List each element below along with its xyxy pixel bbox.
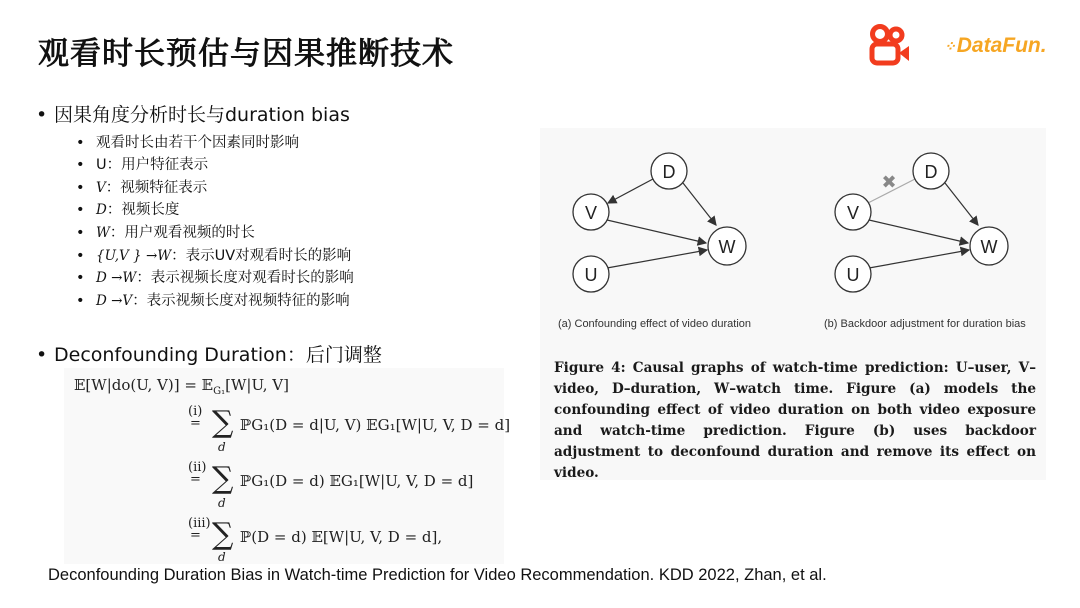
node-v-label: V [584, 203, 598, 223]
equation-line-4: ℙ(D = d) 𝔼[W|U, V, D = d], [240, 528, 443, 546]
figure-caption: Figure 4: Causal graphs of watch-time prediction: U–user, V–video, D–duration, W–watch time. Figure (a) models the confounding effect of video duration on both video exposure and watch-time prediction. Figure (b) uses backdoor adjustment to deconfound duration and remove its effect on video. [554, 360, 1036, 481]
bullet-dot-icon: • [36, 104, 48, 126]
list-item: • {U,V } →W：表示UV对观看时长的影响 [76, 248, 352, 264]
edge-u-w [607, 250, 707, 268]
node-w-label: W [718, 237, 736, 257]
bullet-dot-icon: • [36, 344, 48, 366]
edge-d-w [683, 183, 716, 225]
graph-b-caption: (b) Backdoor adjustment for duration bias [824, 318, 1026, 330]
causal-graph-figure [540, 128, 1046, 480]
equation-label-i: (i) [188, 404, 203, 419]
node-d-label: D [924, 162, 938, 182]
equals-sign: = [190, 472, 201, 487]
equation-line-2: ℙG₁(D = d|U, V) 𝔼G₁[W|U, V, D = d] [240, 416, 511, 434]
equation-label-iii: (iii) [188, 516, 211, 531]
node-v-label: V [846, 203, 860, 223]
sum-index: d [218, 550, 226, 564]
node-d-label: D [662, 162, 676, 182]
list-item: • V：视频特征表示 [76, 180, 208, 196]
remove-x-icon: ✖ [881, 172, 897, 193]
node-u-label: U [846, 265, 860, 285]
list-item: • 观看时长由若干个因素同时影响 [76, 135, 299, 151]
edge-v-w [869, 220, 968, 243]
equation-line-3: ℙG₁(D = d) 𝔼G₁[W|U, V, D = d] [240, 472, 474, 490]
list-item: • W：用户观看视频的时长 [76, 225, 255, 241]
edge-d-w [945, 183, 978, 225]
backdoor-equation-block [64, 368, 511, 564]
equation-label-ii: (ii) [188, 460, 207, 475]
graph-a-caption: (a) Confounding effect of video duration [558, 318, 752, 330]
slide-title: 观看时长预估与因果推断技术 [38, 36, 454, 72]
bullet-heading-2: Deconfounding Duration：后门调整 [54, 344, 382, 366]
equals-sign: = [190, 416, 201, 431]
node-w-label: W [980, 237, 998, 257]
sum-symbol: ∑ [212, 461, 234, 496]
list-item: • D →W：表示视频长度对观看时长的影响 [76, 270, 354, 286]
datafun-logo-text: DataFun. [956, 34, 1047, 57]
edge-u-w [869, 250, 969, 268]
edge-v-w [607, 220, 706, 243]
graph-b [835, 153, 1008, 292]
sum-symbol: ∑ [212, 405, 234, 440]
list-item: • D →V：表示视频长度对视频特征的影响 [76, 293, 350, 309]
sum-index: d [218, 440, 226, 454]
bullet-causal-analysis [36, 100, 350, 127]
datafun-dots-icon: ⁘ [944, 37, 956, 54]
paper-reference: Deconfounding Duration Bias in Watch-time Prediction for Video Recommendation. KDD 2022, Zhan, et al. [48, 566, 827, 584]
list-item: • D：视频长度 [76, 202, 180, 218]
node-u-label: U [584, 265, 598, 285]
datafun-logo [944, 34, 1047, 58]
bullet-deconfounding [36, 340, 382, 367]
list-item: • U：用户特征表示 [76, 157, 209, 173]
kuaishou-logo-icon [868, 24, 912, 68]
sum-symbol: ∑ [212, 517, 234, 552]
bullet-heading-1: 因果角度分析时长与duration bias [54, 104, 350, 126]
sum-index: d [218, 496, 226, 510]
equals-sign: = [190, 528, 201, 543]
edge-d-v [608, 179, 653, 203]
equation-line-1: 𝔼[W|do(U, V)] = 𝔼$_{G_1}$[W|U, V] [74, 376, 289, 397]
graph-a [573, 153, 746, 292]
